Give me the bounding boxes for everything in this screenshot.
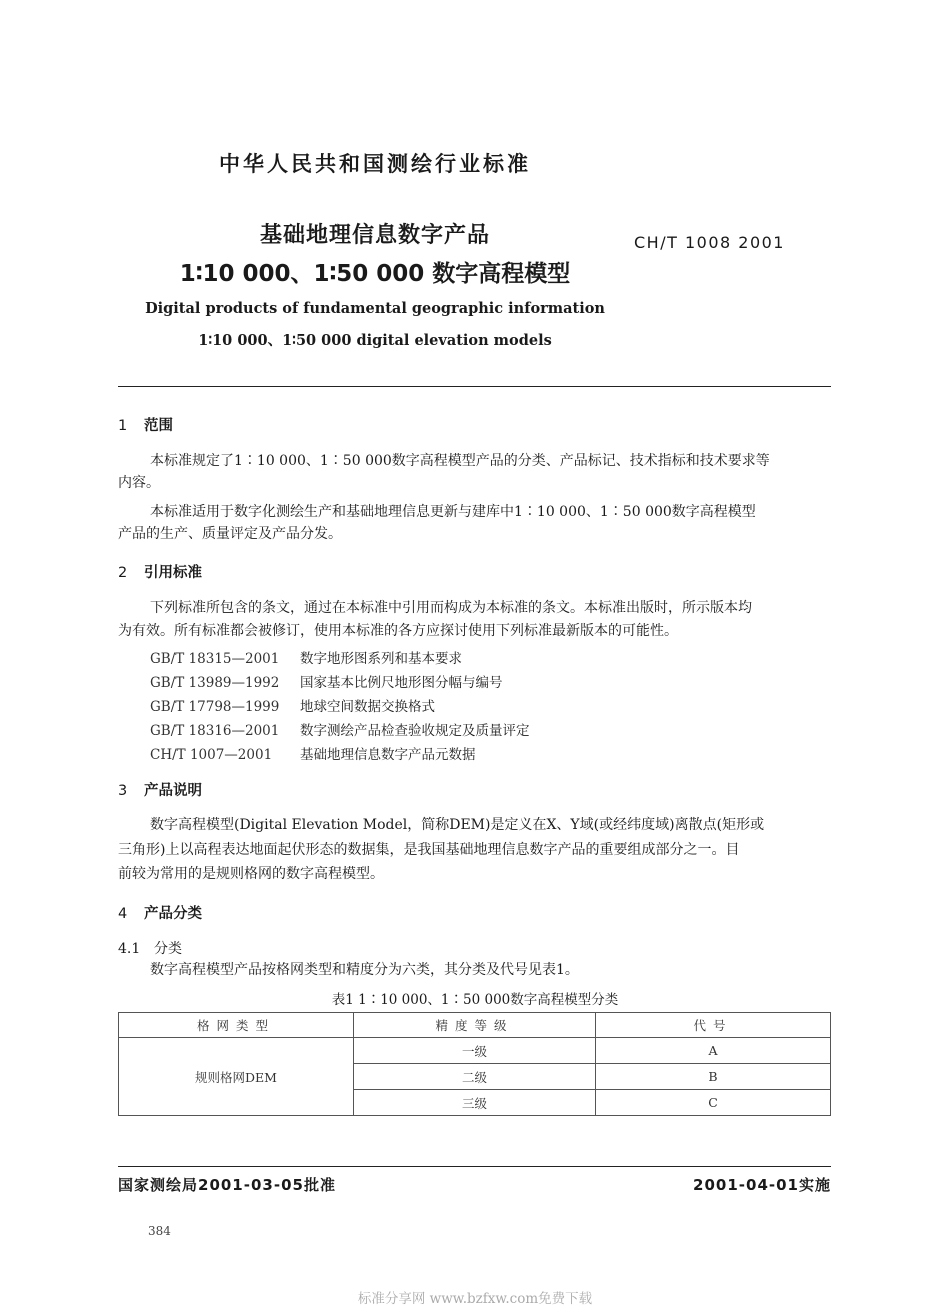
section-3-para-line3: 前较为常用的是规则格网的数字高程模型。 <box>118 866 384 882</box>
section-4-para: 数字高程模型产品按格网类型和精度分为六类，其分类及代号见表1。 <box>150 962 579 978</box>
section-3-para-line1: 数字高程模型(Digital Elevation Model，简称DEM)是定义在X、Y域(或经纬度域)离散点(矩形或 <box>150 817 765 833</box>
page-number: 384 <box>148 1224 171 1238</box>
reference-item <box>150 647 462 667</box>
reference-item <box>150 743 476 763</box>
section-number: 3 <box>118 783 128 799</box>
section-title: 产品说明 <box>144 783 202 799</box>
section-title: 产品分类 <box>144 906 202 922</box>
classification-table <box>118 1012 831 1116</box>
reference-code: CH/T 1007—2001 <box>150 747 273 763</box>
code-cell: A <box>596 1038 831 1064</box>
section-3-heading <box>118 779 202 800</box>
section-title: 引用标准 <box>144 565 202 581</box>
reference-item <box>150 695 435 715</box>
reference-title: 国家基本比例尺地形图分幅与编号 <box>300 675 503 691</box>
approval-date: 国家测绘局2001-03-05批准 <box>118 1176 336 1194</box>
reference-code: GB/T 13989—1992 <box>150 675 280 691</box>
table-header-cell: 精度等级 <box>353 1013 595 1038</box>
reference-item <box>150 719 530 739</box>
section-4-heading <box>118 902 202 923</box>
issuing-organization: 中华人民共和国测绘行业标准 <box>219 152 531 176</box>
section-1-heading <box>118 414 173 435</box>
reference-code: GB/T 18315—2001 <box>150 651 280 667</box>
footer-divider <box>118 1166 831 1167</box>
reference-title: 地球空间数据交换格式 <box>300 699 435 715</box>
precision-level-cell: 二级 <box>353 1064 595 1090</box>
section-1-para2-line1: 本标准适用于数字化测绘生产和基础地理信息更新与建库中1∶10 000、1∶50 000数字高程模型 <box>150 504 756 520</box>
section-2-heading <box>118 561 202 582</box>
table-row <box>119 1038 831 1064</box>
section-title: 范围 <box>144 418 173 434</box>
section-1-para2-line2: 产品的生产、质量评定及产品分发。 <box>118 526 342 542</box>
reference-title: 基础地理信息数字产品元数据 <box>300 747 476 763</box>
document-title-line1: 基础地理信息数字产品 <box>259 223 490 248</box>
watermark-text: 标准分享网 www.bzfxw.com免费下载 <box>357 1291 593 1307</box>
section-1-para1-line2: 内容。 <box>118 475 160 491</box>
section-number: 1 <box>118 418 128 434</box>
section-3-para-line2: 三角形)上以高程表达地面起伏形态的数据集，是我国基础地理信息数字产品的重要组成部分之一。目 <box>118 842 740 858</box>
standard-code: CH/T 1008 2001 <box>634 233 785 252</box>
table-caption: 表1 1∶10 000、1∶50 000数字高程模型分类 <box>331 992 619 1008</box>
precision-level-cell: 一级 <box>353 1038 595 1064</box>
section-number: 2 <box>118 565 128 581</box>
reference-title: 数字测绘产品检查验收规定及质量评定 <box>300 723 530 739</box>
section-2-para-line1: 下列标准所包含的条文，通过在本标准中引用而构成为本标准的条文。本标准出版时，所示版本均 <box>150 600 752 616</box>
section-number: 4 <box>118 906 128 922</box>
table-header-cell: 代号 <box>596 1013 831 1038</box>
reference-code: GB/T 17798—1999 <box>150 699 280 715</box>
table-header-row <box>119 1013 831 1038</box>
reference-item <box>150 671 503 691</box>
reference-title: 数字地形图系列和基本要求 <box>300 651 462 667</box>
grid-type-cell: 规则格网DEM <box>119 1038 354 1116</box>
subsection-number: 4.1 <box>118 941 141 957</box>
english-title-line1: Digital products of fundamental geographic information <box>145 300 605 317</box>
precision-level-cell: 三级 <box>353 1090 595 1116</box>
code-cell: B <box>596 1064 831 1090</box>
subsection-4-1-heading <box>118 938 182 958</box>
document-title-line2: 1∶10 000、1∶50 000 数字高程模型 <box>179 261 571 287</box>
header-divider <box>118 386 831 387</box>
reference-code: GB/T 18316—2001 <box>150 723 280 739</box>
code-cell: C <box>596 1090 831 1116</box>
effective-date: 2001-04-01实施 <box>693 1176 831 1194</box>
english-title-line2: 1∶10 000、1∶50 000 digital elevation models <box>198 332 552 349</box>
table-header-cell: 格网类型 <box>119 1013 354 1038</box>
subsection-title: 分类 <box>154 941 182 957</box>
section-1-para1-line1: 本标准规定了1∶10 000、1∶50 000数字高程模型产品的分类、产品标记、技术指标和技术要求等 <box>150 453 770 469</box>
section-2-para-line2: 为有效。所有标准都会被修订，使用本标准的各方应探讨使用下列标准最新版本的可能性。 <box>118 623 678 639</box>
